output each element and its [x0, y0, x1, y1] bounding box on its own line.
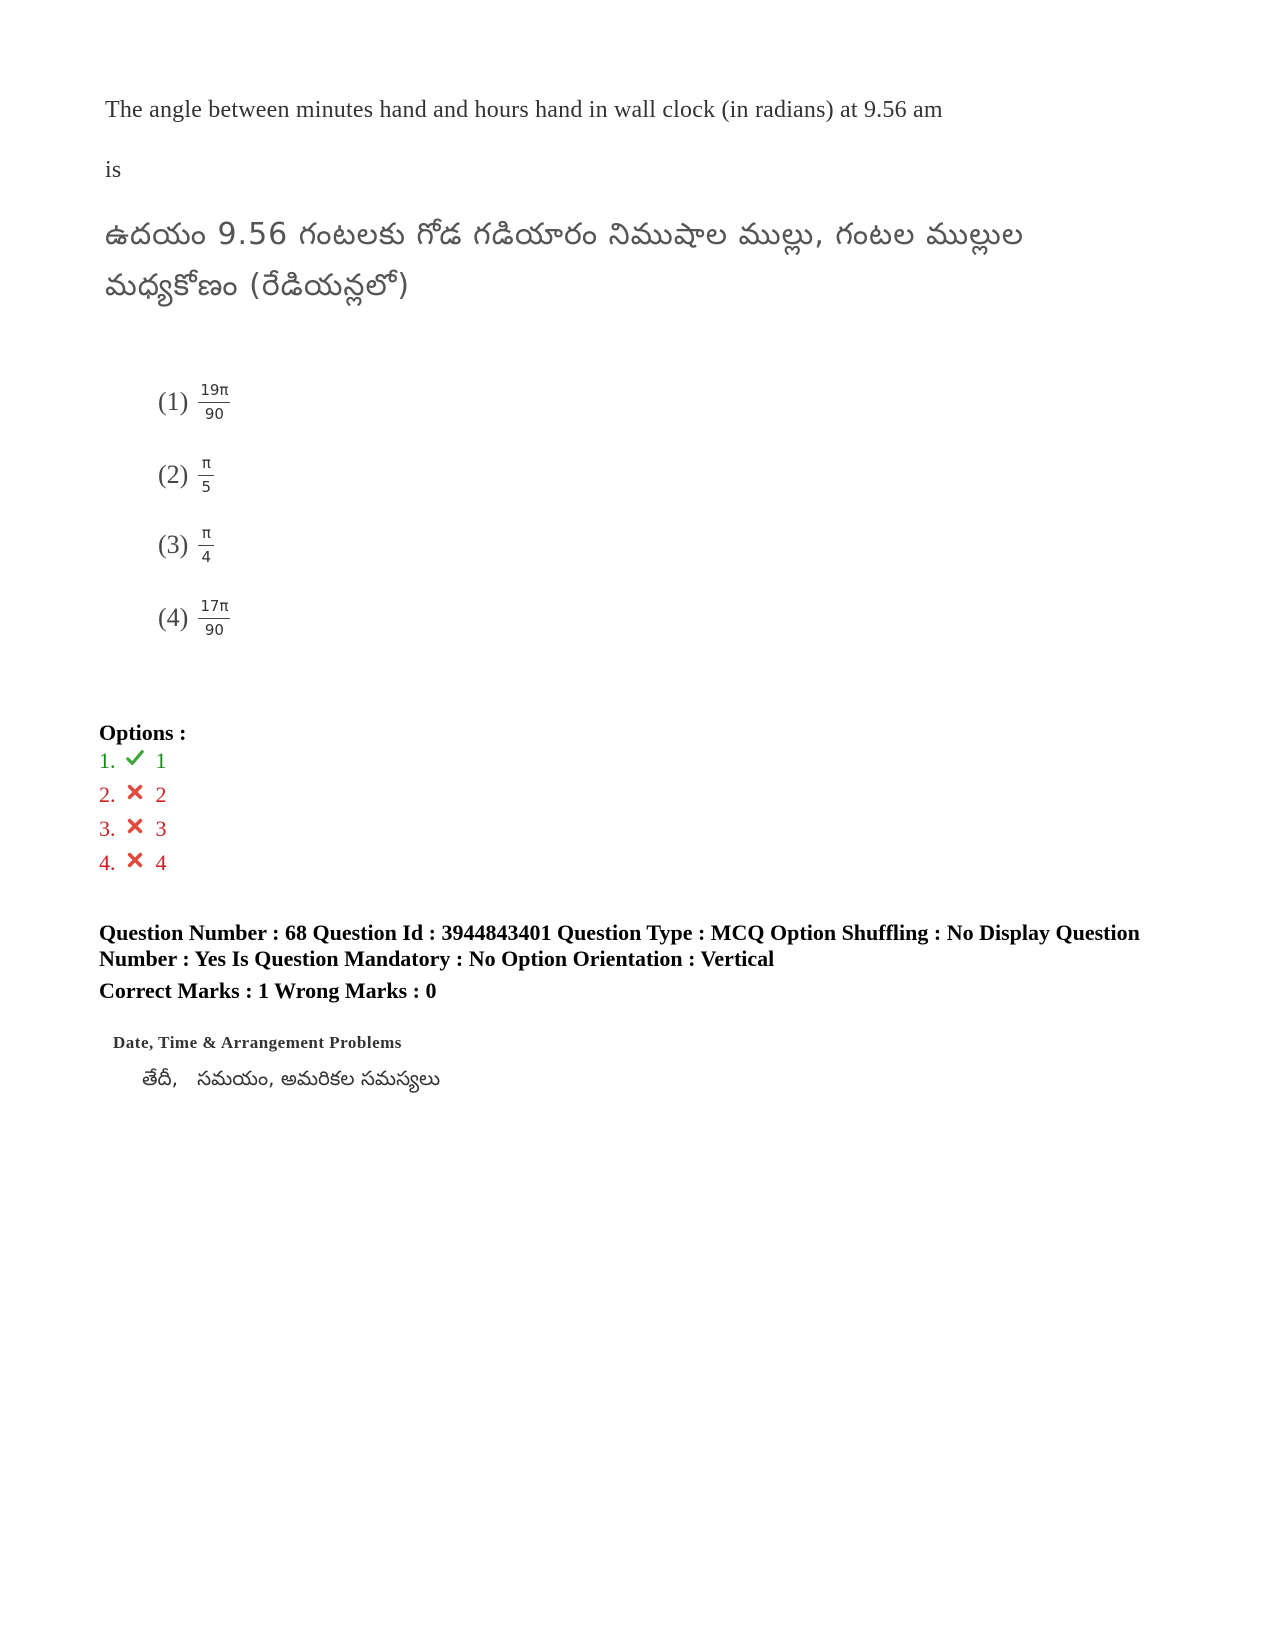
option-index: 1.: [99, 748, 116, 773]
check-icon: [126, 749, 144, 767]
question-meta-line1: Question Number : 68 Question Id : 3944843401 Question Type : MCQ Option Shuffling : No Display Question: [99, 920, 1140, 945]
fraction: [198, 455, 214, 495]
option-value: 1: [155, 748, 167, 773]
section-title-te: తేదీ, సమయం, అమరికల సమస్యలు: [142, 1066, 441, 1090]
fraction: [198, 382, 230, 422]
option-row-1: [99, 748, 167, 774]
option-value: 3: [155, 816, 167, 841]
fraction-bar: [198, 618, 230, 619]
choice-label: (1): [158, 387, 189, 416]
question-text-te-line2: మధ్యకోణం (రేడియన్లలో): [105, 268, 411, 303]
question-text-te-line1: ఉదయం 9.56 గంటలకు గోడ గడియారం నిముషాల ముల్లు, గంటల ముల్లుల: [105, 217, 1025, 252]
choice-label: (3): [158, 530, 189, 559]
marks-info: Correct Marks : 1 Wrong Marks : 0: [99, 978, 437, 1003]
option-index: 3.: [99, 816, 116, 841]
fraction: [198, 525, 214, 565]
choice-4: [158, 598, 230, 638]
option-row-2: [99, 782, 167, 808]
numerator: 19π: [200, 381, 229, 399]
choice-label: (4): [158, 603, 189, 632]
options-title: Options :: [99, 720, 187, 745]
fraction-bar: [198, 545, 214, 546]
question-text-en-line1: The angle between minutes hand and hours hand in wall clock (in radians) at 9.56 am: [105, 97, 943, 123]
numerator: 17π: [200, 597, 229, 615]
option-row-3: [99, 816, 167, 842]
numerator: π: [201, 524, 211, 542]
option-value: 2: [155, 782, 167, 807]
cross-icon: [126, 783, 144, 801]
choice-1: [158, 382, 230, 422]
denominator: 5: [201, 477, 212, 496]
fraction: [198, 598, 230, 638]
choice-label: (2): [158, 460, 189, 489]
question-meta-line2: Number : Yes Is Question Mandatory : No Option Orientation : Vertical: [99, 946, 775, 971]
section-title-en: Date, Time & Arrangement Problems: [113, 1033, 402, 1052]
cross-icon: [126, 851, 144, 869]
denominator: 4: [201, 547, 212, 566]
fraction-bar: [198, 402, 230, 403]
fraction-bar: [198, 475, 214, 476]
option-value: 4: [155, 850, 167, 875]
cross-icon: [126, 817, 144, 835]
numerator: π: [201, 454, 211, 472]
option-row-4: [99, 850, 167, 876]
choice-3: [158, 525, 214, 565]
option-index: 2.: [99, 782, 116, 807]
option-index: 4.: [99, 850, 116, 875]
denominator: 90: [204, 404, 224, 423]
choice-2: [158, 455, 214, 495]
question-text-en-line2: is: [105, 157, 122, 183]
denominator: 90: [204, 620, 224, 639]
